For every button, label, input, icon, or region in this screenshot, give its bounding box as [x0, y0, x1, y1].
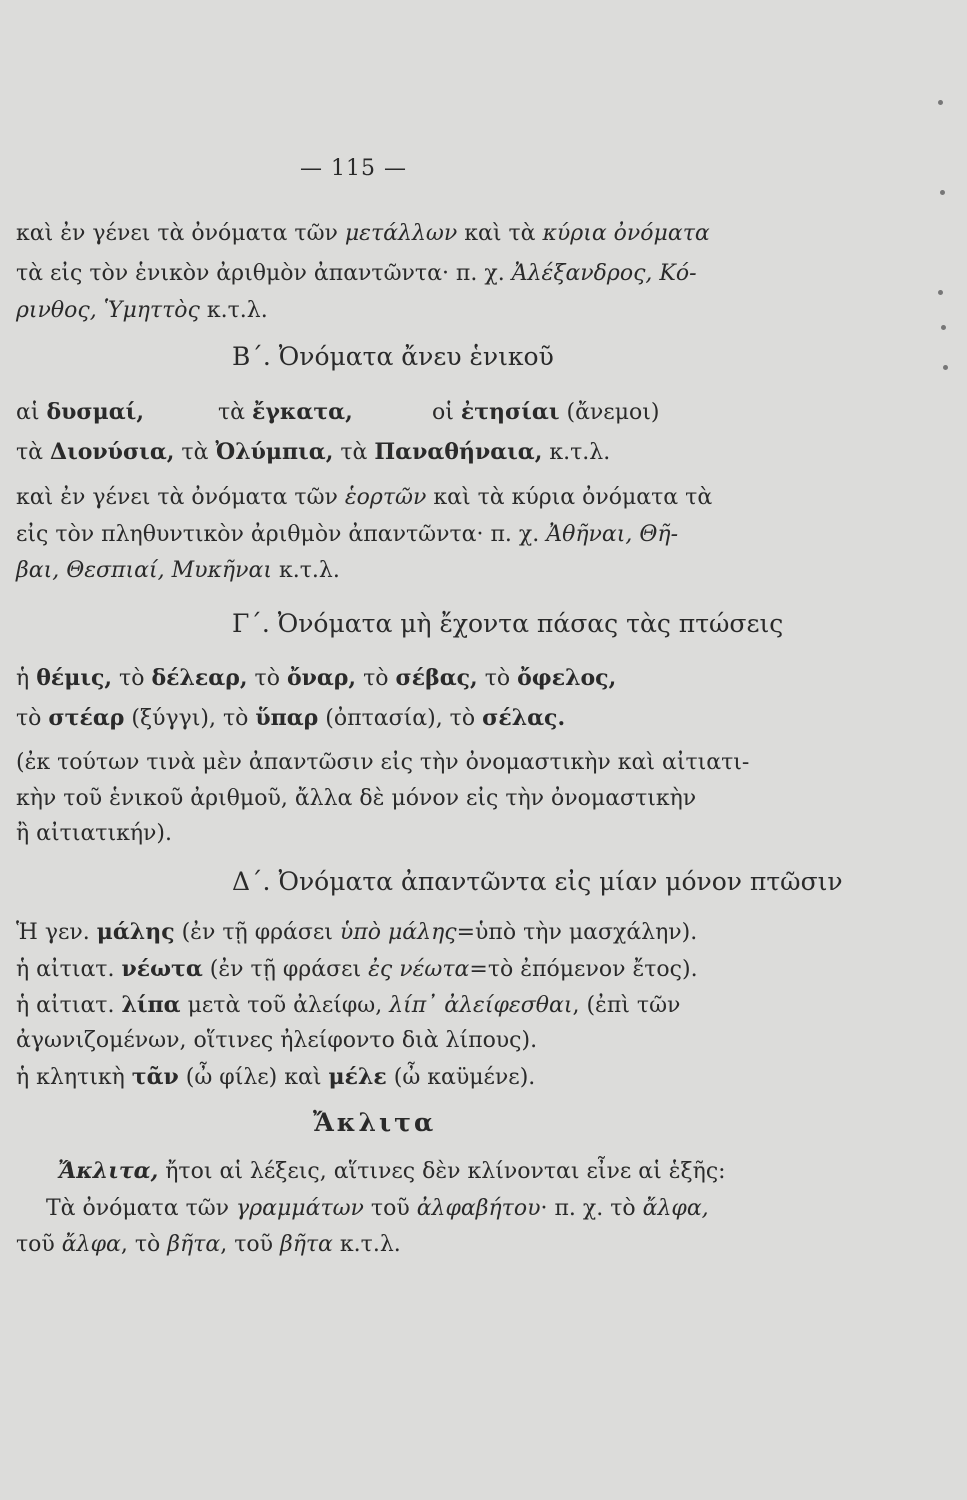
text: ἡ	[16, 666, 37, 691]
text-line	[16, 521, 678, 549]
bold-italic-term: Ἄκλιτα,	[58, 1158, 159, 1184]
italic-term: ἄλφα,	[642, 1196, 709, 1221]
bold-term: μέλε	[328, 1064, 387, 1090]
text: (ἐν τῇ φράσει	[174, 920, 340, 945]
text-line	[16, 704, 565, 733]
margin-speck	[940, 190, 945, 195]
bold-term: ἔγκατα,	[252, 399, 353, 425]
text-line	[16, 398, 144, 427]
bold-term: ὕπαρ	[255, 705, 319, 731]
text: τὰ	[16, 440, 51, 465]
text: , (ἐπὶ τῶν	[572, 993, 681, 1018]
text: τὰ	[333, 440, 375, 465]
text: Τὰ ὀνόματα τῶν	[46, 1196, 237, 1221]
bold-term: ὄναρ,	[286, 665, 357, 691]
text-line	[16, 260, 697, 288]
text: ἡ αἰτιατ.	[16, 993, 122, 1018]
text-line	[16, 297, 268, 325]
text-line	[432, 398, 659, 427]
bold-term: δυσμαί,	[46, 399, 144, 425]
italic-term: λίπ᾽ ἀλείφεσθαι	[389, 993, 573, 1018]
italic-term: ἐς νέωτα	[368, 957, 470, 982]
bold-term: δέλεαρ,	[151, 665, 248, 691]
italic-term: βῆτα	[279, 1232, 333, 1257]
italic-term: ὑπὸ μάλης	[339, 920, 457, 945]
bold-term: λίπα	[121, 992, 181, 1018]
text: τὸ	[112, 666, 152, 691]
text: καὶ τὰ	[457, 221, 543, 246]
italic-term: βῆτα	[167, 1232, 221, 1257]
bold-term: τᾶν	[131, 1064, 179, 1090]
text: =ὑπὸ τὴν μασχάλην).	[456, 920, 698, 945]
text: (ὀπτασία), τὸ	[318, 706, 483, 731]
italic-term: Ἀλέξανδρος, Κό-	[511, 261, 697, 286]
bold-term: μάλης	[96, 919, 175, 945]
section-heading-aklita	[313, 1109, 436, 1137]
bold-term: σέλας.	[482, 705, 566, 731]
text: , τοῦ	[220, 1232, 280, 1257]
text-line	[16, 955, 698, 984]
text: (ἐν τῇ φράσει	[202, 957, 369, 982]
text: κ.τ.λ.	[271, 558, 340, 583]
margin-speck	[938, 100, 943, 105]
text: τὰ εἰς τὸν ἑνικὸν ἀριθμὸν ἀπαντῶντα· π. χ.	[16, 261, 512, 286]
text: (ἄνεμοι)	[559, 400, 660, 425]
text: εἰς τὸν πληθυντικὸν ἀριθμὸν ἀπαντῶντα· π. χ.	[16, 522, 547, 547]
bold-term: ἐτησίαι	[460, 399, 560, 425]
text: καὶ ἐν γένει τὰ ὀνόματα τῶν	[16, 485, 345, 510]
text: καὶ ἐν γένει τὰ ὀνόματα τῶν	[16, 221, 345, 246]
bold-term: Παναθήναια,	[374, 439, 543, 465]
text-line	[16, 438, 610, 467]
text: τὸ	[477, 666, 518, 691]
italic-term: Ὑμηττὸς	[103, 298, 200, 323]
italic-term: βαι, Θεσπιαί, Μυκῆναι	[16, 558, 272, 583]
margin-speck	[941, 325, 946, 330]
text: (ξύγγι), τὸ	[124, 706, 256, 731]
text: =τὸ ἐπόμενον ἔτος).	[469, 957, 698, 982]
text: ἤτοι αἱ λέξεις, αἵτινες δὲν κλίνονται εἶνε αἱ ἑξῆς:	[158, 1159, 726, 1184]
italic-term: Ἀθῆναι, Θῆ-	[546, 522, 679, 547]
italic-term: κύρια ὀνόματα	[542, 221, 710, 246]
text-line	[16, 1231, 401, 1259]
text: κ.τ.λ.	[332, 1232, 401, 1257]
text-line	[218, 398, 353, 427]
bold-term: Διονύσια,	[50, 439, 175, 465]
bold-term: νέωτα	[121, 956, 203, 982]
text: · π. χ. τὸ	[540, 1196, 643, 1221]
text: τοῦ	[16, 1232, 62, 1257]
text: τὸ	[16, 706, 49, 731]
section-heading-b: Β΄. Ὀνόματα ἄνευ ἑνικοῦ	[232, 342, 554, 371]
text: τὸ	[247, 666, 287, 691]
text-line	[16, 1063, 535, 1092]
italic-term: ἑορτῶν	[344, 485, 427, 510]
text: ἡ κλητικὴ	[16, 1065, 132, 1090]
text: (ὦ φίλε) καὶ	[178, 1065, 329, 1090]
text: (ὦ καϋμένε).	[386, 1065, 536, 1090]
text: οἱ	[432, 400, 461, 425]
text-line	[58, 1157, 726, 1186]
bold-term: στέαρ	[48, 705, 125, 731]
bold-term: θέμις,	[36, 665, 113, 691]
text-line: κὴν τοῦ ἑνικοῦ ἀριθμοῦ, ἄλλα δὲ μόνον εἰς τὴν ὀνομαστικὴν	[16, 786, 697, 811]
text: κ.τ.λ.	[542, 440, 611, 465]
text: τὸ	[356, 666, 396, 691]
italic-term: ἀλφαβήτου	[416, 1196, 541, 1221]
text-line	[46, 1195, 709, 1223]
italic-term: μετάλλων	[344, 221, 458, 246]
text: ἡ αἰτιατ.	[16, 957, 122, 982]
text: καὶ τὰ κύρια ὀνόματα τὰ	[426, 485, 713, 510]
margin-speck	[943, 365, 948, 370]
text: , τὸ	[120, 1232, 168, 1257]
text: αἱ	[16, 400, 47, 425]
margin-speck	[938, 290, 943, 295]
text-line: ἢ αἰτιατικήν).	[16, 821, 172, 846]
page-number: — 115 —	[300, 156, 407, 181]
text: τοῦ	[363, 1196, 417, 1221]
text-line: (ἐκ τούτων τινὰ μὲν ἀπαντῶσιν εἰς τὴν ὀνομαστικὴν καὶ αἰτιατι-	[16, 750, 750, 775]
text: κ.τ.λ.	[199, 298, 268, 323]
text-line	[16, 991, 680, 1020]
bold-term: Ὀλύμπια,	[215, 439, 334, 465]
italic-term: γραμμάτων	[236, 1196, 364, 1221]
bold-term: Ἄκλιτα	[313, 1108, 437, 1137]
text: Ἡ γεν.	[16, 920, 97, 945]
text-line	[16, 220, 710, 248]
section-heading-g: Γ΄. Ὀνόματα μὴ ἔχοντα πάσας τὰς πτώσεις	[232, 609, 784, 638]
text-line	[16, 664, 616, 693]
bold-term: ὄφελος,	[517, 665, 617, 691]
bold-term: σέβας,	[395, 665, 478, 691]
text-line	[16, 484, 712, 512]
text: τὰ	[174, 440, 216, 465]
text: μετὰ τοῦ ἀλείφω,	[180, 993, 390, 1018]
text: τὰ	[218, 400, 253, 425]
italic-term: ἄλφα	[61, 1232, 121, 1257]
italic-term: ρινθος,	[16, 298, 104, 323]
section-heading-d: Δ΄. Ὀνόματα ἀπαντῶντα εἰς μίαν μόνον πτῶσιν	[232, 867, 843, 896]
text-line: ἀγωνιζομένων, οἵτινες ἠλείφοντο διὰ λίπους).	[16, 1028, 538, 1053]
text-line	[16, 557, 340, 585]
text-line	[16, 918, 697, 947]
